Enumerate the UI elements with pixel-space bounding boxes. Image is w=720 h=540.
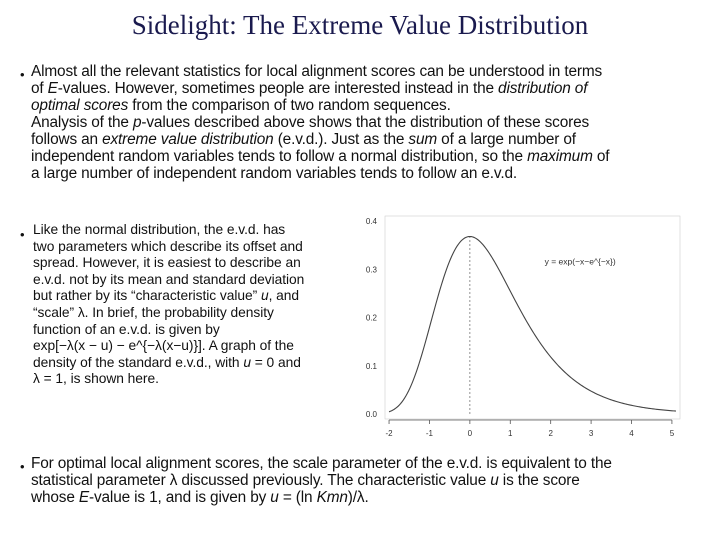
line: Like the normal distribution, the e.v.d. has: [33, 222, 286, 237]
line: Almost all the relevant statistics for local alignment scores can be understood in terms: [31, 63, 603, 80]
y-tick-label: 0.1: [365, 361, 377, 371]
line: For optimal local alignment scores, the scale parameter of the e.v.d. is equivalent to the: [31, 455, 612, 472]
x-tick-label: 1: [508, 429, 513, 438]
line: whose E-value is 1, and is given by u = (ln Kmn)/λ.: [31, 489, 369, 506]
line: spread. However, it is easiest to describe an: [33, 255, 301, 271]
line: density of the standard e.v.d., with u = 0 and: [33, 354, 301, 370]
density-curve: [389, 237, 676, 412]
x-tick-label: 4: [629, 429, 634, 438]
x-tick-label: 5: [669, 429, 675, 438]
evd-paragraph: [33, 222, 333, 388]
line: “scale” λ. In brief, the probability density: [33, 304, 274, 320]
line: a large number of independent random variables tends to follow an e.v.d.: [31, 165, 517, 182]
line: independent random variables tends to follow a normal distribution, so the maximum of: [31, 148, 610, 165]
slide-title: Sidelight: The Extreme Value Distribution: [131, 10, 589, 40]
plot-frame: [385, 216, 680, 419]
formula-line: exp[−λ(x − u) − e^{−λ(x−u)}]. A graph of the: [33, 338, 294, 354]
line: function of an e.v.d. is given by: [33, 321, 220, 337]
x-tick-label: -2: [385, 429, 393, 438]
line: λ = 1, is shown here.: [33, 371, 159, 387]
x-tick-label: 2: [548, 429, 553, 438]
line: two parameters which describe its offset and: [33, 238, 303, 254]
y-tick-label: 0.0: [365, 410, 377, 419]
x-tick-label: -1: [425, 429, 434, 438]
line: statistical parameter λ discussed previously. The characteristic value u is the score: [31, 472, 580, 489]
line: Analysis of the p-values described above shows that the distribution of these scores: [31, 114, 590, 131]
x-tick-label: 0: [467, 429, 473, 438]
line: of E-values. However, sometimes people are interested instead in the distribution of: [31, 80, 588, 97]
line: e.v.d. not by its mean and standard deviation: [33, 271, 305, 287]
conclusion-paragraph: [31, 455, 711, 506]
line: but rather by its “characteristic value” u, and: [33, 288, 300, 304]
line: optimal scores from the comparison of two random sequences.: [31, 97, 451, 114]
y-tick-label: 0.2: [365, 313, 377, 323]
y-tick-label: 0.3: [365, 265, 377, 275]
curve-annotation: y = exp(−x−e^{−x}): [544, 256, 616, 267]
line: follows an extreme value distribution (e.v.d.). Just as the sum of a large number of: [31, 131, 576, 148]
bullet-icon: •: [20, 67, 25, 82]
x-tick-label: 3: [588, 429, 594, 438]
intro-paragraph: [31, 63, 711, 182]
evd-density-chart: [345, 206, 705, 456]
bullet-icon: •: [20, 227, 25, 242]
bullet-icon: •: [20, 459, 25, 474]
y-tick-label: 0.4: [365, 217, 377, 226]
